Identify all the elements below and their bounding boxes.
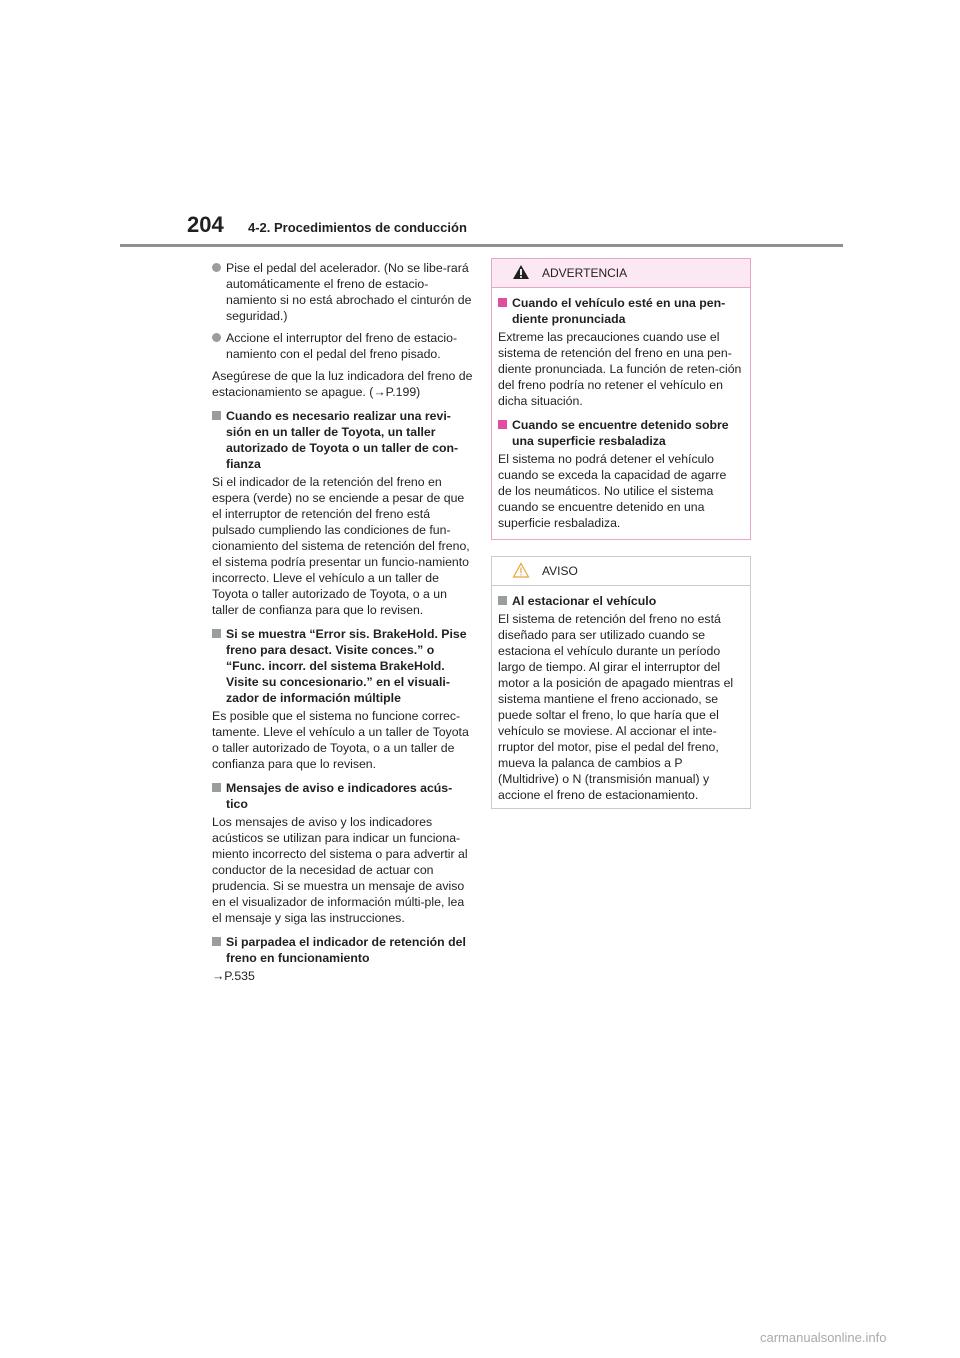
square-bullet-icon	[212, 783, 221, 792]
bullet-text: Pise el pedal del acelerador. (No se libe-rará automáticamente el freno de estacio-namiento si no está abrochado el cinturón de seguridad.)	[226, 261, 472, 323]
watermark: carmanualsonline.info	[760, 1330, 887, 1345]
bullet-item	[212, 260, 474, 324]
bullet-dot-icon	[212, 333, 221, 342]
square-bullet-icon	[498, 596, 507, 605]
warning-body	[492, 288, 750, 531]
warning-label: ADVERTENCIA	[542, 266, 628, 280]
notice-header	[492, 557, 750, 586]
subheading-text: Cuando es necesario realizar una revi-sión en un taller de Toyota, un taller autorizado de Toyota o un taller de con-fianza	[226, 409, 459, 471]
subheading-text: Al estacionar el vehículo	[512, 594, 657, 608]
paragraph: Asegúrese de que la luz indicadora del freno de estacionamiento se apague. (→P.199)	[212, 369, 473, 399]
page-number: 204	[187, 212, 224, 237]
page-reference: →P.535	[212, 969, 255, 983]
square-bullet-icon	[498, 298, 507, 307]
paragraph: El sistema de retención del freno no está diseñado para ser utilizado cuando se estaciona el vehículo durante un período largo de tiempo. Al girar el interruptor del motor a la posición de apagado mientras el sistema mantiene el freno accionado, se puede soltar el freno, lo que haría que el vehículo se moviese. Al accionar el inte-rruptor del motor, pise el pedal del freno, mueva la palanca de cambios a P (Multidrive) o N (transmisión manual) y accione el freno de estacionamiento.	[498, 612, 734, 802]
notice-label: AVISO	[542, 564, 578, 578]
paragraph: El sistema no podrá detener el vehículo cuando se exceda la capacidad de agarre de los neumáticos. No utilice el sistema cuando se encuentre detenido en una superficie resbaladiza.	[498, 452, 727, 530]
subheading-text: Mensajes de aviso e indicadores acús-tico	[226, 781, 453, 811]
subheading	[212, 626, 474, 706]
header-rule	[120, 244, 843, 247]
section-title: 4-2. Procedimientos de conducción	[248, 220, 467, 235]
subheading-text: Cuando se encuentre detenido sobre una superficie resbaladiza	[512, 418, 729, 448]
subheading	[498, 417, 742, 449]
square-bullet-icon	[498, 420, 507, 429]
subheading	[498, 295, 742, 327]
bullet-item	[212, 330, 474, 362]
paragraph: Es posible que el sistema no funcione correc-tamente. Lleve el vehículo a un taller de Toyota o taller autorizado de Toyota, o a un taller de confianza para que lo revisen.	[212, 709, 469, 771]
notice-box	[491, 556, 751, 809]
subheading	[212, 780, 474, 812]
notice-body	[492, 586, 750, 803]
subheading-text: Si se muestra “Error sis. BrakeHold. Pise freno para desact. Visite conces.” o “Func. incorr. del sistema BrakeHold. Visite su concesionario.” en el visuali-zador de información múltiple	[226, 627, 467, 705]
paragraph: Los mensajes de aviso y los indicadores acústicos se utilizan para indicar un funciona-miento incorrecto del sistema o para advertir al conductor de la necesidad de actuar con prudencia. Si se muestra un mensaje de aviso en el visualizador de información múlti-ple, lea el mensaje y siga las instrucciones.	[212, 815, 468, 925]
left-column	[212, 260, 474, 992]
square-bullet-icon	[212, 937, 221, 946]
subheading-text: Cuando el vehículo esté en una pen-diente pronunciada	[512, 296, 726, 326]
warning-box	[491, 258, 751, 540]
bullet-text: Accione el interruptor del freno de estacio-namiento con el pedal del freno pisado.	[226, 331, 458, 361]
square-bullet-icon	[212, 411, 221, 420]
subheading	[212, 408, 474, 472]
subheading	[498, 593, 742, 609]
caution-triangle-icon	[512, 562, 530, 578]
paragraph: Si el indicador de la retención del freno en espera (verde) no se enciende a pesar de que el interruptor de retención del freno está pulsado cumpliendo las condiciones de fun-cionamiento del sistema de retención del freno, el sistema podría presentar un funcio-namiento incorrecto. Lleve el vehículo a un taller de Toyota o taller autorizado de Toyota, o a un taller de confianza para que lo revisen.	[212, 475, 470, 617]
subheading	[212, 934, 474, 966]
square-bullet-icon	[212, 629, 221, 638]
warning-triangle-icon	[512, 264, 530, 280]
paragraph: Extreme las precauciones cuando use el sistema de retención del freno en una pen-diente pronunciada. La función de reten-ción del freno podría no retener el vehículo en dicha situación.	[498, 330, 742, 408]
bullet-dot-icon	[212, 263, 221, 272]
warning-header	[492, 259, 750, 288]
subheading-text: Si parpadea el indicador de retención del freno en funcionamiento	[226, 935, 466, 965]
